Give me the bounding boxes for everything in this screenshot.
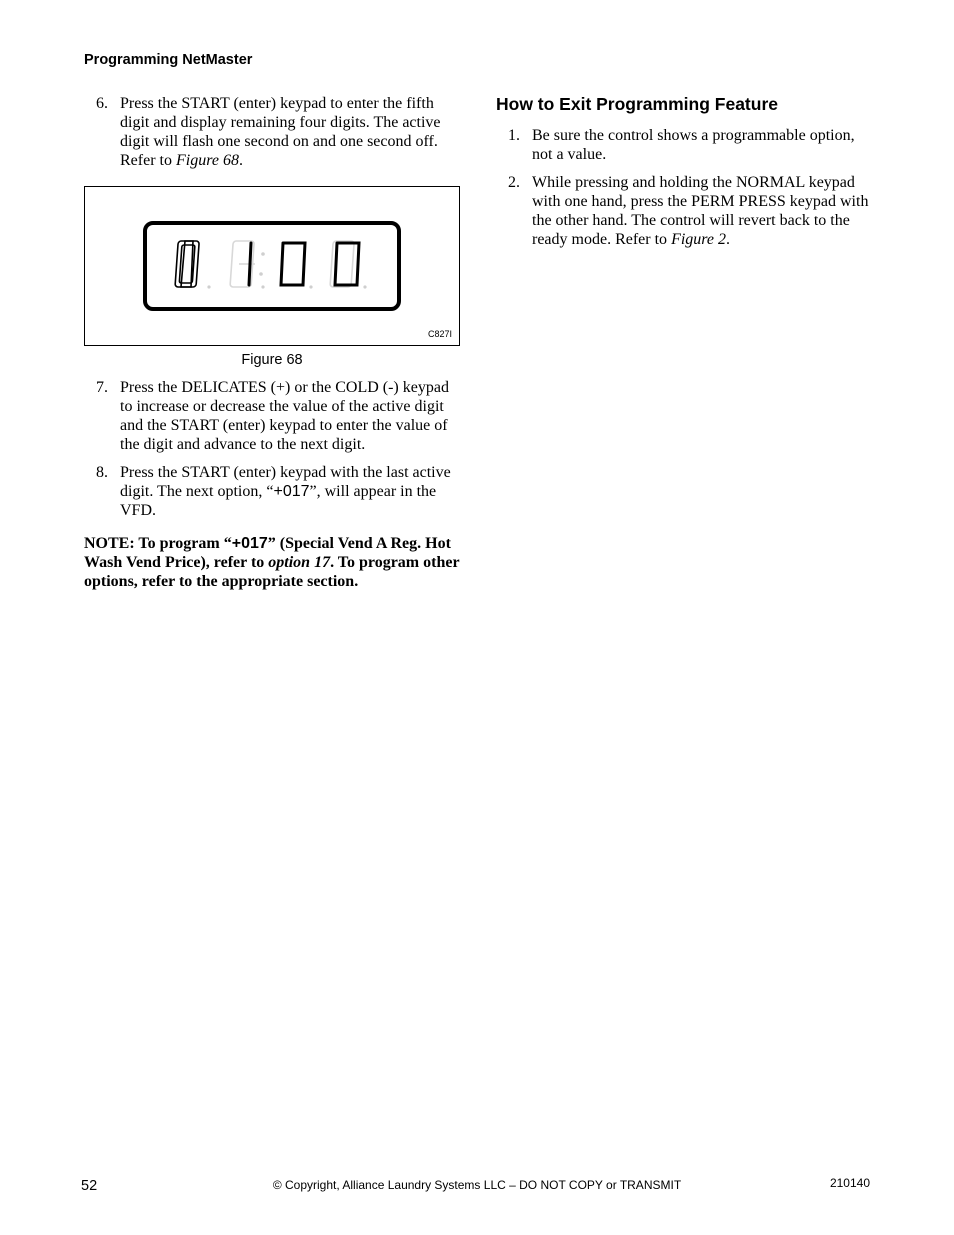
steps-list-left-continued [84, 378, 460, 520]
step-7 [84, 378, 460, 454]
vfd-colon [259, 252, 265, 276]
step-number: 2. [508, 174, 520, 191]
vfd-display-illustration [85, 187, 459, 345]
step-text-end: . [238, 152, 243, 169]
vfd-digit-3 [249, 243, 251, 285]
option-reference: option 17 [268, 554, 331, 571]
figure-caption: Figure 68 [241, 352, 303, 368]
page-header: Programming NetMaster [84, 52, 253, 68]
figure-reference: Figure 2 [671, 231, 727, 248]
section-title: How to Exit Programming Feature [496, 94, 778, 114]
left-column [84, 94, 460, 591]
vfd-digit-5 [335, 243, 359, 285]
option-code: +017 [231, 535, 268, 552]
copyright-notice: © Copyright, Alliance Laundry Systems LLC – DO NOT COPY or TRANSMIT [272, 1178, 682, 1192]
steps-list-left [84, 94, 460, 170]
step-number: 7. [96, 379, 108, 396]
vfd-digit-4 [281, 243, 305, 285]
right-column [496, 94, 876, 258]
step-text-end: . [726, 231, 731, 248]
note-text: ” (Special Vend A Reg. Hot Wash Vend Price), refer to [84, 535, 451, 571]
step-6 [84, 94, 460, 170]
figure-68-box [84, 186, 460, 346]
page-number: 52 [81, 1178, 98, 1194]
step-text-end: ”, will appear in the VFD. [120, 483, 437, 519]
step-text: Press the START (enter) keypad to enter the fifth digit and display remaining four digits. The active digit will flash one second on and one second off. Refer to [120, 95, 441, 169]
vfd-digit-1 [175, 241, 204, 287]
note-text: . To program other options, refer to the appropriate section. [84, 554, 460, 590]
vfd-digit-5-outline [330, 241, 354, 287]
figure-reference: Figure 68 [175, 152, 239, 169]
steps-list-right [496, 126, 876, 249]
exit-step-1 [496, 126, 876, 164]
step-number: 8. [96, 464, 108, 481]
step-text: Press the START (enter) keypad with the last active digit. The next option, “ [120, 464, 451, 500]
step-number: 1. [508, 127, 520, 144]
note-paragraph [84, 534, 460, 591]
step-text: While pressing and holding the NORMAL keypad with one hand, press the PERM PRESS keypad with the other hand. The control will revert back to the ready mode. Refer to [532, 174, 869, 248]
note-text: NOTE: To program “ [84, 535, 232, 552]
option-code: +017 [273, 483, 310, 500]
exit-step-2 [496, 173, 876, 249]
step-8 [84, 463, 460, 520]
step-text: Press the DELICATES (+) or the COLD (-) keypad to increase or decrease the value of the active digit and the START (enter) keypad to enter the value of the digit and advance to the next digit. [120, 379, 449, 453]
step-text: Be sure the control shows a programmable option, not a value. [532, 127, 855, 163]
document-number: 210140 [829, 1176, 870, 1190]
step-number: 6. [96, 95, 108, 112]
figure-code: C827I [427, 329, 452, 339]
